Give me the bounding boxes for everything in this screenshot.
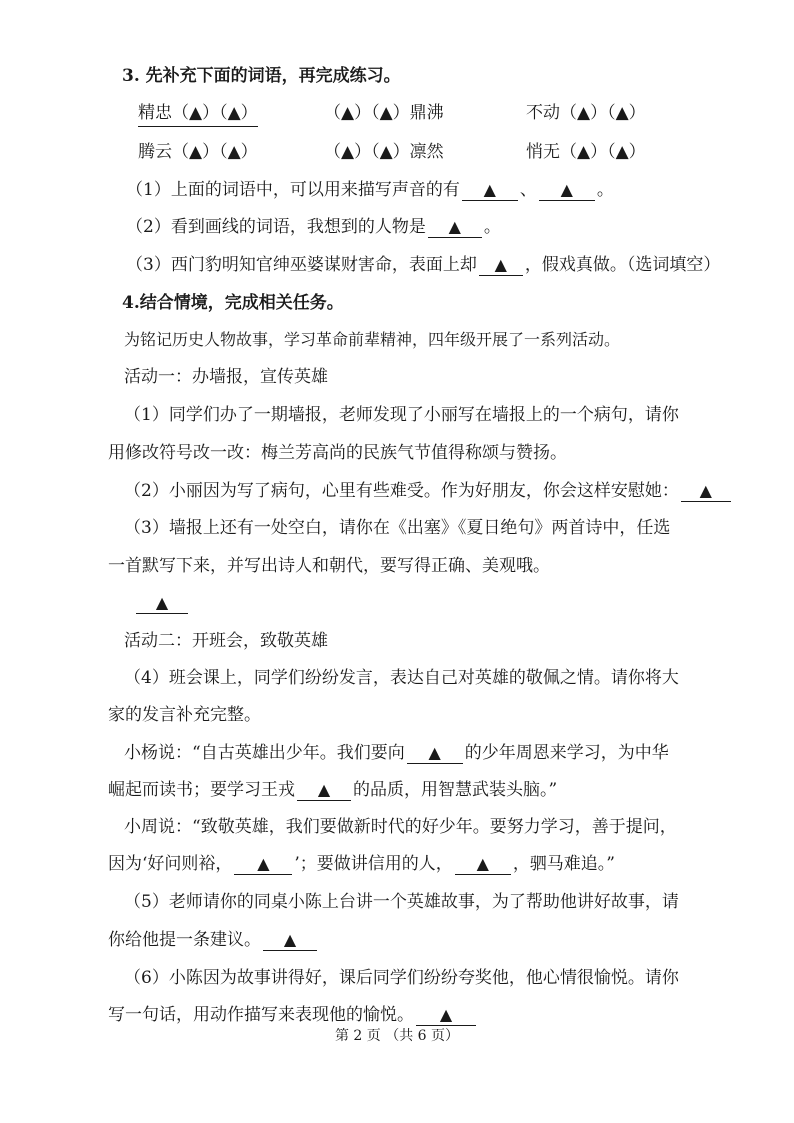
q4-task-3-line-2: 一首默写下来，并写出诗人和朝代，要写得正确、美观哦。 [108,556,550,576]
answer-blank[interactable] [297,780,351,801]
q3-p1-end: 。 [596,180,614,200]
q3-part-2 [126,215,501,239]
answer-blank[interactable] [479,255,523,276]
q4-task-6-line-1: （6）小陈因为故事讲得好，课后同学们纷纷夸奖他，他心情很愉悦。请你 [124,968,679,988]
blank-triangle-icon: ▲ [560,180,573,199]
q4-task-5-line-1: （5）老师请你的同桌小陈上台讲一个英雄故事，为了帮助他讲好故事，请 [124,892,679,912]
q4-task-3-answer [134,591,190,615]
q3-part-3 [126,253,720,277]
answer-blank[interactable] [539,180,595,201]
q3-p1-text: （1）上面的词语中，可以用来描写声音的有 [126,180,460,200]
xiaoyang-line-2 [108,778,557,802]
q4-task-2 [124,479,733,503]
answer-blank[interactable] [234,854,292,875]
q4-task-1-line-2: 用修改符号改一改：梅兰芳高尚的民族气节值得称颂与赞扬。 [108,443,567,463]
q4-t2-text: （2）小丽因为写了病句，心里有些难受。作为好朋友，你会这样安慰她： [124,481,679,501]
page-footer: 第 2 页 （共 6 页） [334,1028,460,1044]
xiaoyang-text-a: 小杨说：“自古英雄出少年。我们要向 [124,743,405,763]
q4-t6-text: 写一句话，用动作描写来表现他的愉悦。 [108,1005,414,1025]
answer-blank[interactable] [455,854,511,875]
blank-triangle-icon: ▲ [494,255,507,274]
blank-triangle-icon: ▲ [448,217,461,236]
q4-intro: 为铭记历史人物故事，学习革命前辈精神，四年级开展了一系列活动。 [124,330,621,349]
q3-word-dingfei: （▲）（▲）鼎沸 [324,103,444,123]
q4-t5-text: 你给他提一条建议。 [108,930,261,950]
q4-task-6-line-2 [108,1003,478,1027]
q4-title: 4.结合情境，完成相关任务。 [122,293,344,313]
blank-triangle-icon: ▲ [439,1005,453,1024]
answer-blank[interactable] [462,180,518,201]
blank-triangle-icon: ▲ [476,854,489,873]
q3-word-tengyun: 腾云（▲）（▲） [138,142,258,162]
q3-p1-sep: 、 [519,180,537,200]
answer-blank[interactable] [263,930,317,951]
answer-blank[interactable] [416,1005,476,1026]
blank-triangle-icon: ▲ [317,780,331,799]
blank-triangle-icon: ▲ [699,481,712,500]
blank-triangle-icon: ▲ [283,930,297,949]
q4-task-5-line-2 [108,928,319,952]
xiaoyang2-text-a: 崛起而读书；要学习王戎 [108,780,295,800]
xiaoyang-text-b: 的少年周恩来学习，为中华 [464,743,669,763]
xiaoyang2-text-b: 的品质，用智慧武装头脑。” [353,780,558,800]
xiaoyang-line-1 [124,741,669,765]
answer-blank[interactable] [681,481,731,502]
q3-p2-text: （2）看到画线的词语，我想到的人物是 [126,217,426,237]
q4-task-4-line-1: （4）班会课上，同学们纷纷发言，表达自己对英雄的敬佩之情。请你将大 [124,668,679,688]
q3-word-jingzhong: 精忠（▲）（▲） [138,101,258,127]
q3-p3-text: （3）西门豹明知官绅巫婆谋财害命，表面上却 [126,255,477,275]
blank-triangle-icon: ▲ [428,743,441,762]
answer-blank[interactable] [136,593,188,614]
q3-title: 3. 先补充下面的词语，再完成练习。 [122,66,401,86]
q3-word-budong: 不动（▲）（▲） [526,103,646,123]
q3-word-linran: （▲）（▲）凛然 [324,142,444,162]
answer-blank[interactable] [407,743,463,764]
q4-task-4-line-2: 家的发言补充完整。 [108,705,261,725]
q3-p2-end: 。 [483,217,501,237]
blank-triangle-icon: ▲ [257,854,270,873]
activity-2-title: 活动二：开班会，致敬英雄 [124,631,328,651]
xiaozhou2-text-b: ’；要做讲信用的人， [294,854,453,874]
q4-task-1-line-1: （1）同学们办了一期墙报，老师发现了小丽写在墙报上的一个病句，请你 [124,405,679,425]
xiaozhou2-text-c: ，驷马难追。” [512,854,616,874]
q4-task-3-line-1: （3）墙报上还有一处空白，请你在《出塞》《夏日绝句》两首诗中，任选 [124,518,671,538]
blank-triangle-icon: ▲ [483,180,496,199]
activity-1-title: 活动一：办墙报，宣传英雄 [124,367,328,387]
q3-part-1 [126,178,614,202]
blank-triangle-icon: ▲ [155,593,169,612]
xiaozhou-line-1: 小周说：“致敬英雄，我们要做新时代的好少年。要努力学习，善于提问， [124,817,677,837]
q3-p3-end: ，假戏真做。（选词填空） [524,255,721,275]
xiaozhou-line-2 [108,852,615,876]
answer-blank[interactable] [428,217,482,238]
xiaozhou2-text-a: 因为‘好问则裕， [108,854,233,874]
q3-word-qiaowu: 悄无（▲）（▲） [526,142,646,162]
